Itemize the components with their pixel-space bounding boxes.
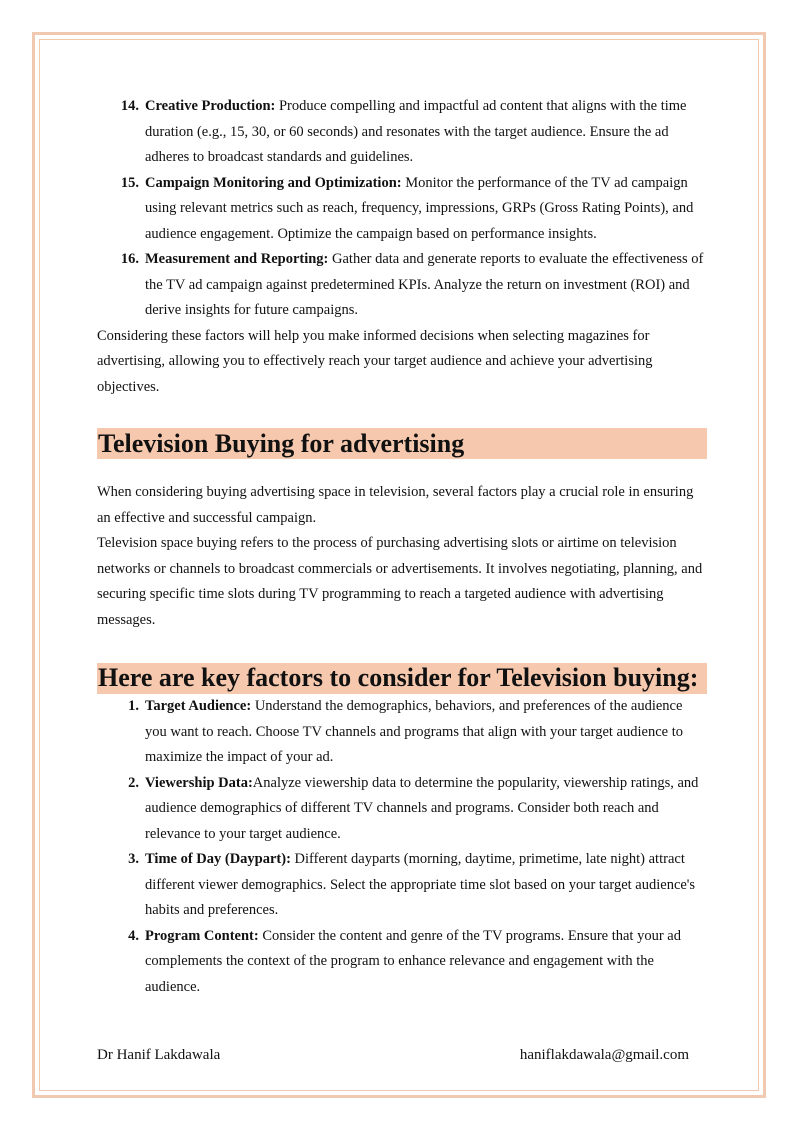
list-number: 14. xyxy=(120,98,139,114)
list-item xyxy=(97,247,707,324)
list-item xyxy=(97,771,707,848)
page-footer xyxy=(97,1047,689,1064)
document-body xyxy=(97,94,707,1000)
list-item-title: Program Content: xyxy=(145,927,259,944)
numbered-list-factors xyxy=(97,694,707,1000)
list-item-text: Understand the demographics, behaviors, and preferences of the audience you want to reach. Choose TV channels and programs that align with your target audience to maximize the impact of your ad. xyxy=(145,698,683,765)
tv-paragraph-intro: When considering buying advertising space in television, several factors play a crucial role in ensuring an effective and successful campaign. xyxy=(97,484,694,526)
section-heading-key-factors: Here are key factors to consider for Television buying: xyxy=(97,663,707,694)
list-number: 16. xyxy=(120,251,139,267)
list-item-title: Creative Production: xyxy=(145,98,276,114)
list-number: 1. xyxy=(128,698,139,714)
list-number: 3. xyxy=(128,851,139,867)
list-item xyxy=(97,694,707,771)
list-item-text: Gather data and generate reports to evaluate the effectiveness of the TV ad campaign against predetermined KPIs. Analyze the return on investment (ROI) and derive insights for future campaigns. xyxy=(145,251,704,318)
list-item-text: Monitor the performance of the TV ad campaign using relevant metrics such as reach, frequency, impressions, GRPs (Gross Rating Points), and audience engagement. Optimize the campaign based on performance insights. xyxy=(145,174,694,242)
footer-email: haniflakdawala@gmail.com xyxy=(519,1047,689,1063)
footer-author: Dr Hanif Lakdawala xyxy=(97,1047,221,1063)
list-item xyxy=(97,171,707,248)
list-item-text: Consider the content and genre of the TV programs. Ensure that your ad complements the context of the program to enhance relevance and engagement with the audience. xyxy=(145,927,681,995)
closing-paragraph: Considering these factors will help you make informed decisions when selecting magazines for advertising, allowing you to effectively reach your target audience and achieve your advertising objectives. xyxy=(97,327,653,395)
list-item-title: Target Audience: xyxy=(145,698,252,714)
list-item-title: Measurement and Reporting: xyxy=(145,251,329,267)
section-heading-television-buying: Television Buying for advertising xyxy=(97,428,707,459)
list-item xyxy=(97,847,707,924)
list-item-title: Time of Day (Daypart): xyxy=(145,851,291,867)
numbered-list-top xyxy=(97,94,707,324)
list-item-text: Analyze viewership data to determine the popularity, viewership ratings, and audience demographics of different TV channels and programs. Consider both reach and relevance to your target audience. xyxy=(145,774,699,842)
list-number: 4. xyxy=(128,927,139,944)
list-item xyxy=(97,94,707,171)
list-item-text: Produce compelling and impactful ad content that aligns with the time duration (e.g., 15, 30, or 60 seconds) and resonates with the target audience. Ensure the ad adheres to broadcast standards and guidelines. xyxy=(145,98,687,165)
list-item-title: Viewership Data: xyxy=(145,774,253,791)
list-item-text: Different dayparts (morning, daytime, primetime, late night) attract different viewer demographics. Select the appropriate time slot based on your target audience's habits and preferences. xyxy=(145,851,696,918)
list-number: 2. xyxy=(128,774,139,791)
list-number: 15. xyxy=(120,174,139,191)
list-item-title: Campaign Monitoring and Optimization: xyxy=(145,174,402,191)
list-item xyxy=(97,924,707,1001)
tv-paragraph-definition: Television space buying refers to the process of purchasing advertising slots or airtime on television networks or channels to broadcast commercials or advertisements. It involves negotiating, planning, and securing specific time slots during TV programming to reach a targeted audience with advertising messages. xyxy=(97,535,703,628)
